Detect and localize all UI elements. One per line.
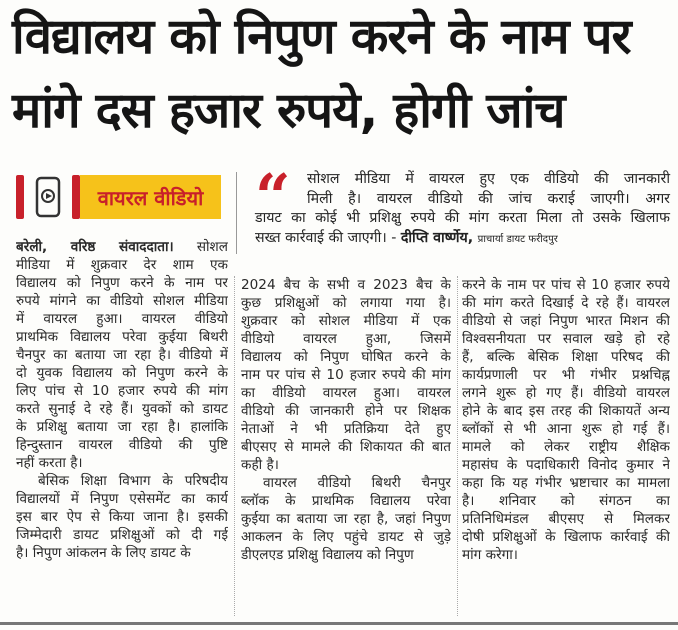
article-line: मांग करेगा।	[462, 547, 518, 563]
article-line: बीएसए से मामले की शिकायत की बात	[241, 439, 451, 455]
article-line: कार्यप्रणाली पर भी गंभीर प्रश्नचिह्न	[462, 367, 670, 383]
quote-mark-icon: “	[255, 160, 291, 233]
article-column-1	[16, 238, 228, 562]
pull-quote	[255, 160, 670, 248]
article-line: कुईया का बताया जा रहा है, जहां निपुण	[241, 511, 451, 527]
bottom-rule	[0, 622, 678, 625]
article-line: इस बार ऐप से किया जाना है। इसकी	[16, 509, 228, 525]
byline: बरेली, वरिष्ठ संवाददाता।	[16, 239, 174, 255]
quote-line: डायट का कोई भी प्रशिक्षु रुपये की मांग करता मिला तो उसके खिलाफ	[255, 210, 670, 226]
article-line: लगने शुरू हो गए हैं। वीडियो वायरल	[462, 385, 670, 401]
article-line: 2024 बैच के सभी व 2023 बैच के	[241, 277, 451, 293]
article-line: वीडियो वायरल हुआ, जिसमें	[241, 331, 451, 347]
divider	[236, 172, 237, 254]
quote-author: दीप्ति वार्ष्णेय,	[400, 229, 474, 246]
headline-line-1: विद्यालय को निपुण करने के नाम पर	[12, 8, 631, 65]
article-line: आकलन के लिए पहुंचे डायट से जुड़े	[241, 529, 451, 545]
article-line: करते सुनाई दे रहे हैं। युवकों को डायट	[16, 401, 228, 417]
article-line: जिम्मेदारी डायट प्रशिक्षुओं को दी गई	[16, 527, 228, 543]
article-line: होने के बाद इस तरह की शिकायतें अन्य	[462, 403, 670, 419]
article-line: वीडियो से जहां निपुण भारत मिशन की	[462, 313, 670, 329]
article-line: के प्रशिक्षु बताया जा रहा है। हालांकि	[16, 419, 228, 435]
column-divider	[457, 276, 459, 616]
article-line: विद्यालय को निपुण घोषित करने के	[241, 349, 451, 365]
article-line: चैनपुर का बताया जा रहा है। वीडियो में	[16, 347, 228, 363]
article-line: का वीडियो वायरल हुआ। वायरल	[241, 385, 451, 401]
quote-text: सख्त कार्रवाई की जाएगी। -	[255, 229, 397, 246]
article-line: वीडियो की जानकारी होने पर शिक्षक	[241, 403, 451, 419]
quote-line: सोशल मीडिया में वायरल हुए एक वीडियो की जानकारी	[307, 171, 670, 187]
article-line: ब्लॉकों से भी आना शुरू हो गई हैं।	[462, 421, 670, 437]
article-line: विश्वसनीयता पर सवाल खड़े हो रहे	[462, 331, 670, 347]
article-line: हैं, बल्कि बेसिक शिक्षा परिषद की	[462, 349, 670, 365]
column-divider	[234, 276, 236, 616]
article-line: में वायरल हुआ। वायरल वीडियो	[16, 311, 228, 327]
article-line: डीएलएड प्रशिक्षु विद्यालय को निपुण	[241, 547, 414, 563]
article-line: वायरल वीडियो बिथरी चैनपुर	[263, 475, 451, 491]
article-line: ब्लॉक के प्राथमिक विद्यालय परेवा	[241, 493, 451, 509]
badge-left-bar	[16, 175, 24, 219]
article-line: लिए पांच से 10 हजार रुपये की मांग	[16, 383, 228, 399]
article-line: मीडिया में शुक्रवार देर शाम एक	[16, 257, 228, 273]
headline-line-2: मांगे दस हजार रुपये, होगी जांच	[12, 82, 565, 139]
quote-line: मिली है। वायरल वीडियो की जांच कराई जाएगी। अगर	[307, 190, 670, 207]
article-line: शुक्रवार को सोशल मीडिया में एक	[241, 313, 451, 329]
article-line: कुछ प्रशिक्षुओं को लगाया गया है।	[241, 295, 451, 311]
article-line: बेसिक शिक्षा विभाग के परिषदीय	[38, 473, 228, 489]
article-line: प्राथमिक विद्यालय परेवा कुईया बिथरी	[16, 329, 228, 345]
article-text: सोशल	[196, 239, 228, 255]
viral-video-badge	[16, 172, 221, 222]
article-line: रुपये मांगने का वीडियो सोशल मीडिया	[16, 293, 228, 309]
article-line: कहा कि यह गंभीर भ्रष्टाचार का मामला	[462, 475, 670, 491]
article-line: दोषी प्रशिक्षुओं के खिलाफ कार्रवाई की	[462, 529, 670, 545]
article-line: कही है।	[241, 457, 279, 473]
quote-author-role: प्राचार्या डायट फरीदपुर	[477, 233, 558, 245]
quote-line-last	[255, 229, 670, 249]
article-line: मामले को लेकर राष्ट्रीय शैक्षिक	[462, 439, 670, 455]
article-line: नेताओं ने भी प्रतिक्रिया देते हुए	[241, 421, 451, 437]
article-line: हिन्दुस्तान वायरल वीडियो की पुष्टि	[16, 437, 228, 453]
article-line: दो युवक विद्यालय को निपुण करने के	[16, 365, 228, 381]
article-line: नाम पर पांच से 10 हजार रुपये की मांग	[241, 367, 451, 383]
article-line: विद्यालय को निपुण करने के नाम पर	[16, 275, 228, 291]
article-line: विद्यालयों में निपुण एसेसमेंट का कार्य	[16, 491, 228, 507]
phone-video-icon	[30, 175, 66, 219]
article-line: प्रतिनिधिमंडल बीएसए से मिलकर	[462, 511, 670, 527]
article-line	[16, 238, 228, 256]
article-line: महासंघ के पदाधिकारी विनोद कुमार ने	[462, 457, 670, 473]
article-line: है। निपुण आंकलन के लिए डायट के	[16, 545, 191, 561]
article-line: है। शनिवार को संगठन का	[462, 493, 670, 509]
article-line: करने के नाम पर पांच से 10 हजार रुपये	[462, 277, 670, 293]
article-line: की मांग करते दिखाई दे रहे हैं। वायरल	[462, 295, 670, 311]
badge-label: वायरल वीडियो	[80, 175, 221, 219]
article-column-2	[241, 276, 451, 564]
article-line: नहीं करता है।	[16, 455, 83, 471]
article-column-3	[462, 276, 670, 564]
badge-mid-bar	[72, 175, 80, 219]
